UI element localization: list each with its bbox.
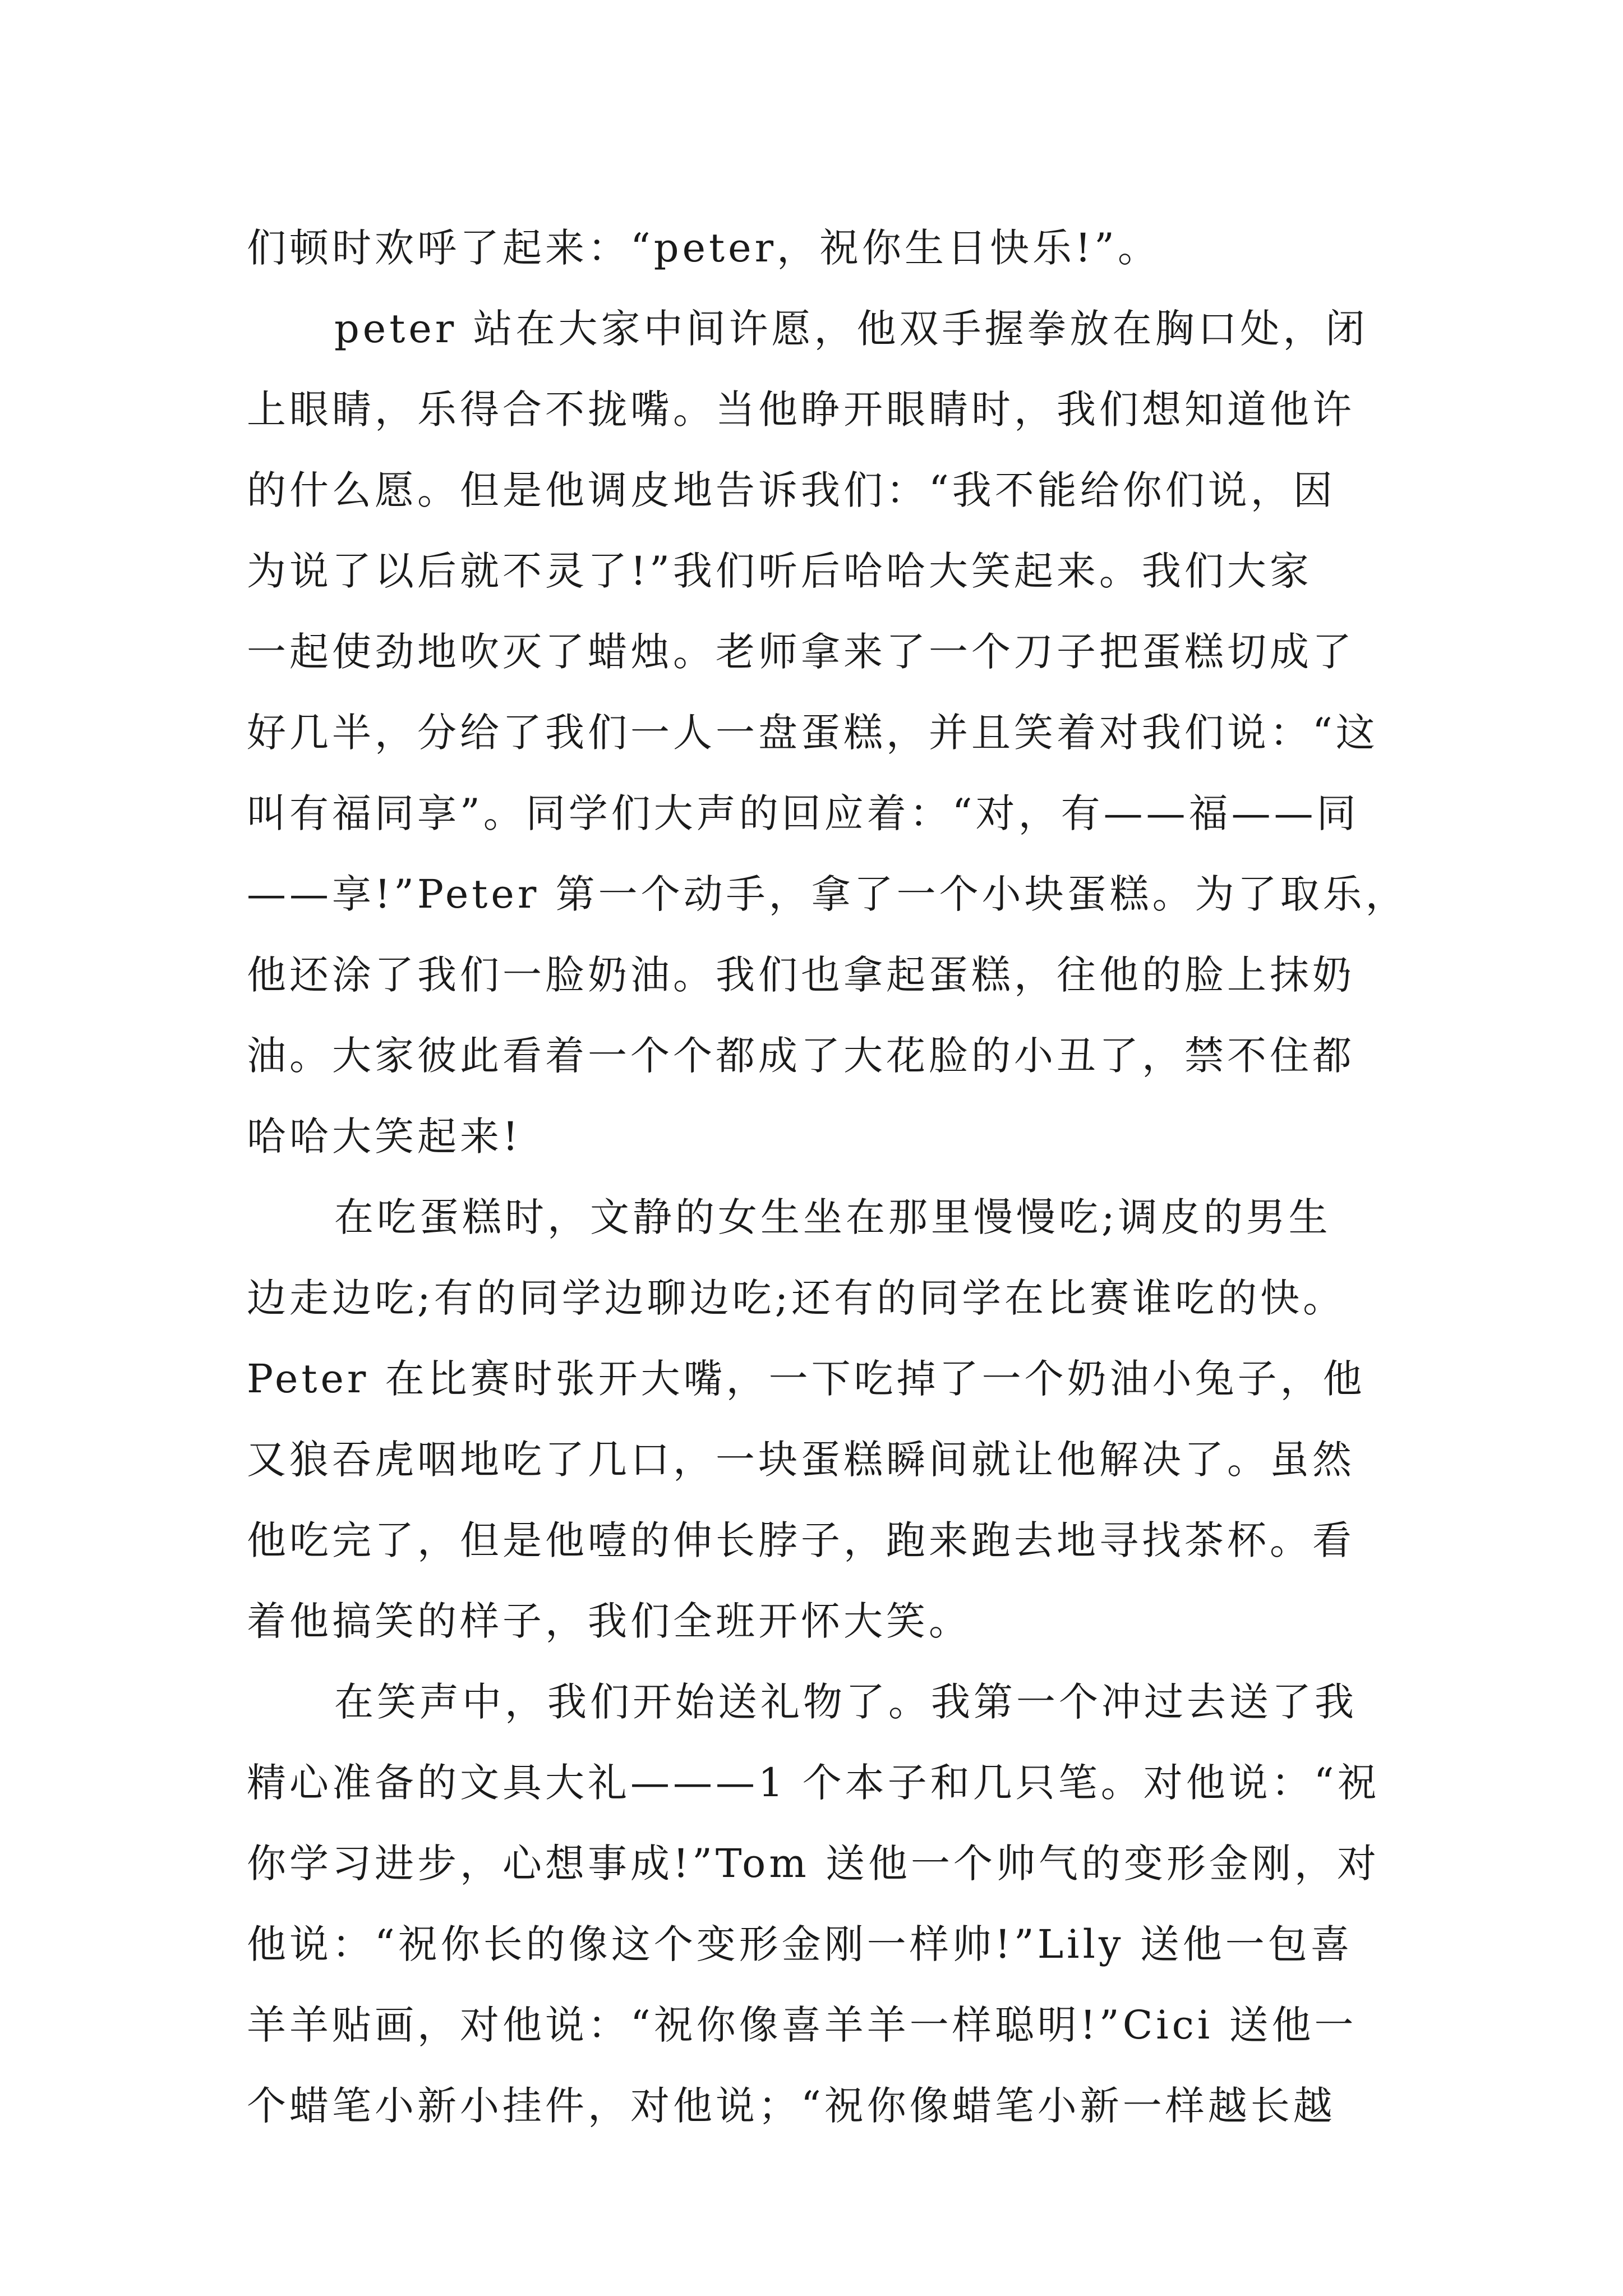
text-line: 羊羊贴画，对他说：“祝你像喜羊羊一样聪明!”Cici 送他一	[247, 2002, 1357, 2048]
text-line: 着他搞笑的样子，我们全班开怀大笑。	[247, 1598, 971, 1644]
text-line: 他吃完了，但是他噎的伸长脖子，跑来跑去地寻找茶杯。看	[247, 1517, 1355, 1563]
text-line: 上眼睛，乐得合不拢嘴。当他睁开眼睛时，我们想知道他许	[247, 386, 1355, 432]
text-line: 你学习进步，心想事成!”Tom 送他一个帅气的变形金刚，对	[247, 1841, 1380, 1887]
text-line: 的什么愿。但是他调皮地告诉我们：“我不能给你们说，因	[247, 467, 1336, 513]
text-line: peter 站在大家中间许愿，他双手握拳放在胸口处，闭	[334, 306, 1368, 352]
text-line: ——享!”Peter 第一个动手，拿了一个小块蛋糕。为了取乐，	[247, 871, 1408, 917]
text-line: 他说：“祝你长的像这个变形金刚一样帅!”Lily 送他一包喜	[247, 1921, 1353, 1967]
text-line: 精心准备的文具大礼———1 个本子和几只笔。对他说：“祝	[247, 1760, 1380, 1806]
text-line: 边走边吃;有的同学边聊边吃;还有的同学在比赛谁吃的快。	[247, 1275, 1346, 1321]
text-line: 在笑声中，我们开始送礼物了。我第一个冲过去送了我	[334, 1679, 1357, 1725]
text-line: 们顿时欢呼了起来：“peter，祝你生日快乐!”。	[247, 225, 1160, 271]
text-line: 一起使劲地吹灭了蜡烛。老师拿来了一个刀子把蛋糕切成了	[247, 629, 1355, 675]
text-line: 油。大家彼此看着一个个都成了大花脸的小丑了，禁不住都	[247, 1033, 1355, 1079]
text-line: 哈哈大笑起来!	[247, 1114, 522, 1159]
text-line: 好几半，分给了我们一人一盘蛋糕，并且笑着对我们说：“这	[247, 710, 1378, 756]
text-line: 在吃蛋糕时，文静的女生坐在那里慢慢吃;调皮的男生	[334, 1194, 1331, 1240]
text-line: 又狼吞虎咽地吃了几口，一块蛋糕瞬间就让他解决了。虽然	[247, 1437, 1355, 1483]
text-line: 为说了以后就不灵了!”我们听后哈哈大笑起来。我们大家	[247, 548, 1312, 594]
document-body-text	[247, 208, 1436, 2146]
text-line: 叫有福同享”。同学们大声的回应着：“对，有——福——同	[247, 790, 1359, 836]
text-line: 个蜡笔小新小挂件，对他说；“祝你像蜡笔小新一样越长越	[247, 2083, 1336, 2129]
text-line: 他还涂了我们一脸奶油。我们也拿起蛋糕，往他的脸上抹奶	[247, 952, 1355, 998]
text-line: Peter 在比赛时张开大嘴，一下吃掉了一个奶油小兔子，他	[247, 1356, 1366, 1402]
